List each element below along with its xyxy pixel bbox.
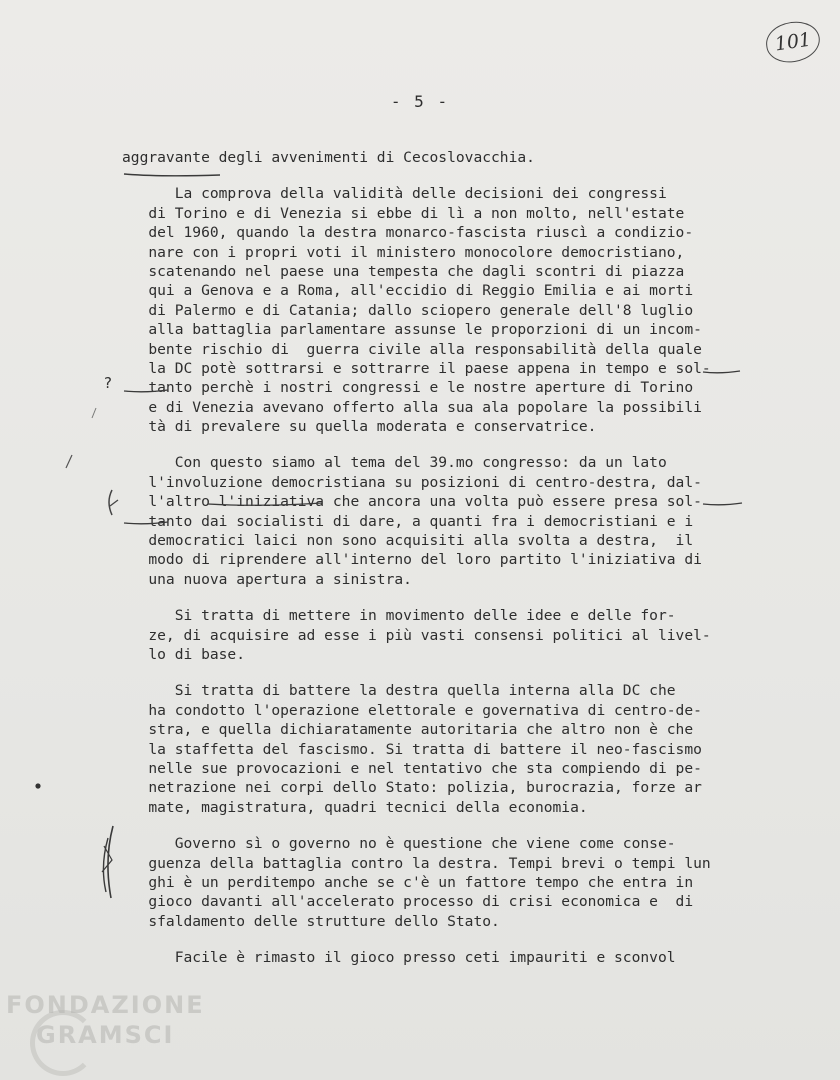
underline-soltanto-2 bbox=[124, 390, 168, 392]
margin-dot bbox=[35, 783, 40, 788]
text-line: gioco davanti all'accelerato processo di crisi economica e di bbox=[122, 893, 694, 911]
underline-iniziativa bbox=[208, 503, 322, 505]
underline-aggravante bbox=[124, 174, 220, 176]
underline-soltanto-4 bbox=[124, 522, 168, 524]
text-line: ze, di acquisire ad esse i più vasti consensi politici al livel- bbox=[122, 626, 711, 644]
text-line: Governo sì o governo no è questione che viene come conse- bbox=[122, 835, 676, 853]
text-line: modo di riprendere all'interno del loro partito l'iniziativa di bbox=[122, 551, 702, 569]
text-line: di Palermo e di Catania; dallo sciopero generale dell'8 luglio bbox=[122, 301, 694, 319]
text-line: del 1960, quando la destra monarco-fascista riuscì a condizio- bbox=[122, 224, 694, 242]
text-line: alla battaglia parlamentare assunse le proporzioni di un incom- bbox=[122, 321, 702, 339]
text-line: lo di base. bbox=[122, 645, 246, 663]
text-line: netrazione nei corpi dello Stato: polizia, burocrazia, forze ar bbox=[122, 779, 702, 797]
page-number: - 5 - bbox=[390, 92, 450, 111]
text-line: ha condotto l'operazione elettorale e governativa di centro-de- bbox=[122, 701, 702, 719]
text-line: nare con i propri voti il ministero monocolore democristiano, bbox=[122, 243, 685, 261]
text-line: Facile è rimasto il gioco presso ceti impauriti e sconvol bbox=[122, 949, 676, 967]
underline-soltanto-3 bbox=[703, 503, 742, 505]
text-line: di Torino e di Venezia si ebbe di lì a non molto, nell'estate bbox=[122, 204, 685, 222]
watermark-line-2: GRAMSCI bbox=[36, 1021, 175, 1049]
margin-mark-2 bbox=[109, 490, 112, 515]
underline-soltanto-1 bbox=[703, 371, 740, 373]
watermark bbox=[6, 990, 226, 1050]
text-line: tanto dai socialisti di dare, a quanti fra i democristiani e i bbox=[122, 512, 694, 530]
margin-question-mark: ? bbox=[104, 374, 112, 392]
text-line: La comprova della validità delle decisioni dei congressi bbox=[122, 185, 667, 203]
text-line: tà di prevalere su quella moderata e conservatrice. bbox=[122, 418, 597, 436]
text-line: scatenando nel paese una tempesta che dagli scontri di piazza bbox=[122, 262, 685, 280]
text-line: la staffetta del fascismo. Si tratta di battere il neo-fascismo bbox=[122, 740, 702, 758]
text-line: bente rischio di guerra civile alla responsabilità della quale bbox=[122, 340, 702, 358]
text-line: democratici laici non sono acquisiti alla svolta a destra, il bbox=[122, 532, 694, 550]
text-line: Con questo siamo al tema del 39.mo congresso: da un lato bbox=[122, 454, 667, 472]
text-line: stra, e quella dichiaratamente autoritaria che altro non è che bbox=[122, 721, 694, 739]
text-line: Si tratta di battere la destra quella interna alla DC che bbox=[122, 682, 676, 700]
text-line: guenza della battaglia contro la destra. Tempi brevi o tempi lun bbox=[122, 854, 711, 872]
text-line: l'involuzione democristiana su posizioni di centro-destra, dal- bbox=[122, 473, 702, 491]
text-line: mate, magistratura, quadri tecnici della economia. bbox=[122, 798, 588, 816]
text-line: aggravante degli avvenimenti di Cecoslovacchia. bbox=[122, 149, 535, 166]
folio-number: 101 bbox=[763, 18, 822, 65]
text-line: qui a Genova e a Roma, all'eccidio di Reggio Emilia e ai morti bbox=[122, 282, 694, 300]
margin-mark-1 bbox=[66, 455, 72, 468]
text-line: la DC potè sottrarsi e sottrarre il paese appena in tempo e sol- bbox=[122, 359, 711, 377]
text-line: una nuova apertura a sinistra. bbox=[122, 570, 412, 588]
text-line: tanto perchè i nostri congressi e le nostre aperture di Torino bbox=[122, 379, 694, 397]
watermark-line-1: FONDAZIONE bbox=[6, 991, 205, 1019]
text-line: Si tratta di mettere in movimento delle idee e delle for- bbox=[122, 607, 676, 625]
margin-mark-4 bbox=[92, 408, 96, 418]
text-line: nelle sue provocazioni e nel tentativo che sta compiendo di pe- bbox=[122, 759, 702, 777]
text-line: l'altro l'iniziativa che ancora una volta può essere presa sol- bbox=[122, 493, 702, 511]
margin-mark-3 bbox=[110, 500, 118, 506]
text-line: e di Venezia avevano offerto alla sua ala popolare la possibili bbox=[122, 398, 702, 416]
text-line: ghi è un perditempo anche se c'è un fattore tempo che entra in bbox=[122, 873, 694, 891]
text-line: sfaldamento delle strutture dello Stato. bbox=[122, 912, 500, 930]
